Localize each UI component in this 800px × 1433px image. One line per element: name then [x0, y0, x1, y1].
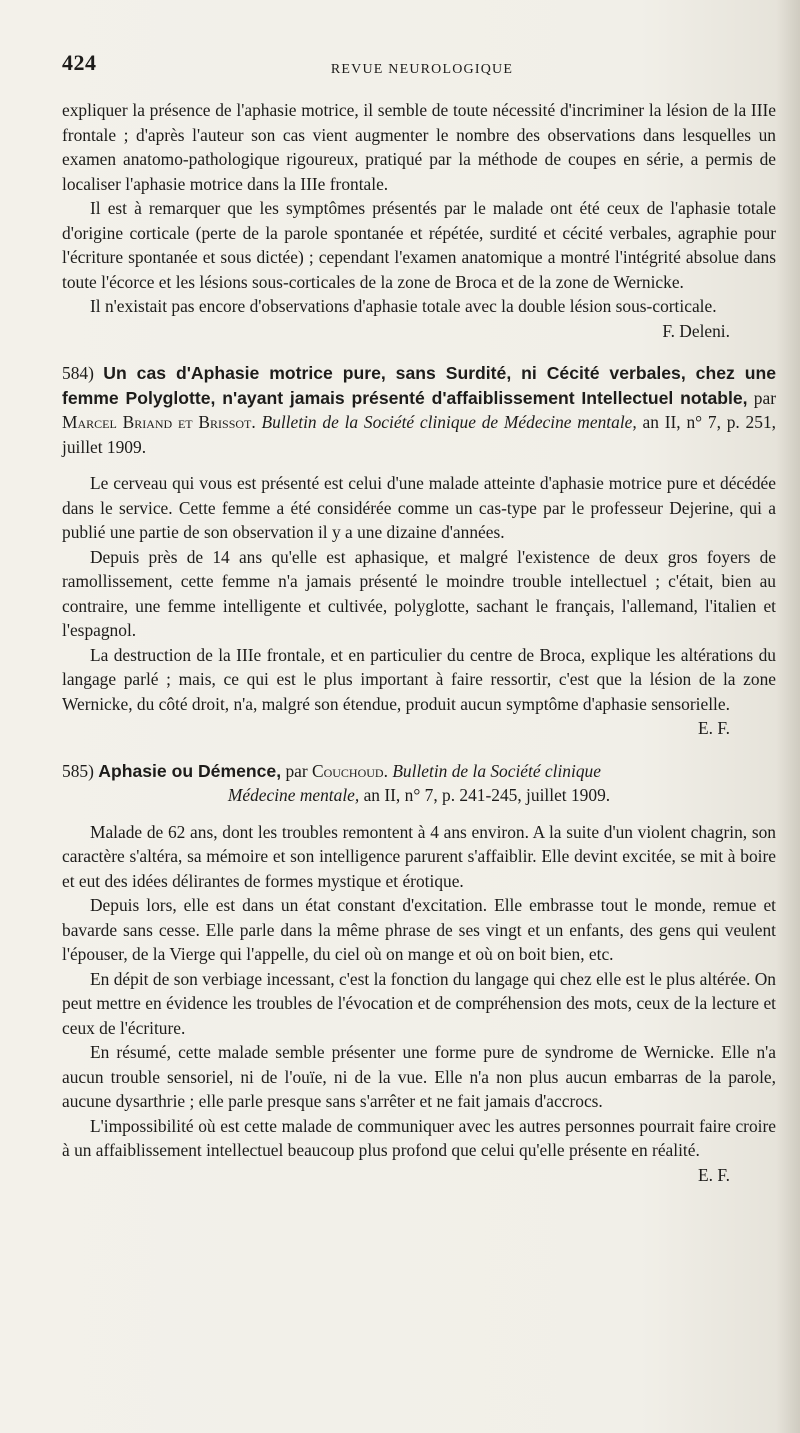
- page-number: 424: [62, 50, 97, 75]
- abstract-authors: Couchoud.: [312, 760, 388, 781]
- page-header: [62, 50, 782, 84]
- paragraph: Malade de 62 ans, dont les troubles remontent à 4 ans environ. A la suite d'un violent chagrin, son caractère s'altéra, sa mémoire et son intelligence parurent s'affaiblir. Elle devint excitée, se mit à boire et eut des idées délirantes de formes mystique et érotique.: [62, 821, 776, 891]
- running-title: REVUE NEUROLOGIQUE: [330, 62, 514, 77]
- author-signature: E. F.: [698, 718, 730, 738]
- paragraph: expliquer la présence de l'aphasie motrice, il semble de toute nécessité d'incriminer la lésion de la IIIe frontale ; d'après l'auteur son cas vient augmenter le nombre des observations dans lesquelles un examen anatomo-pathologique rigoureux, pratiqué par la méthode de coupes en série, a permis de localiser l'aphasie motrice dans la IIIe frontale.: [62, 100, 776, 194]
- by-text: par: [281, 760, 312, 781]
- by-text: par: [747, 387, 777, 408]
- abstract-number: 584): [62, 363, 94, 383]
- paragraph: L'impossibilité où est cette malade de communiquer avec les autres personnes pourrait faire croire à un affaiblissement intellectuel beaucoup plus profond que celui qu'elle présente en réalité.: [62, 1115, 776, 1160]
- author-signature: F. Deleni.: [662, 320, 730, 341]
- journal-name: Bulletin de la Société clinique de Médecine mentale,: [261, 412, 637, 432]
- paragraph: En résumé, cette malade semble présenter une forme pure de syndrome de Wernicke. Elle n'a aucun trouble sensoriel, ni de l'ouïe, ni de la vue. Elle n'a non plus aucun embarras de la parole, aucune dysarthrie ; elle parle presque sans s'arrêter et ne fait jamais d'accrocs.: [62, 1042, 776, 1111]
- abstract-title: Un cas d'Aphasie motrice pure, sans Surdité, ni Cécité verbales, chez une femme Polyglotte, n'ayant jamais présenté d'affaiblissement Intellectuel notable,: [62, 363, 776, 408]
- paragraph: Il est à remarquer que les symptômes présentés par le malade ont été ceux de l'aphasie totale d'origine corticale (perte de la parole spontanée et répétée, surdité et cécité verbales, agraphie pour l'écriture spontanée et sous dictée) ; cependant l'examen anatomique a montré l'intégrité absolue dans toute l'écorce et les lésions sous-corticales de la zone de Broca et de la zone de Wernicke.: [62, 198, 776, 292]
- paragraph: Le cerveau qui vous est présenté est celui d'une malade atteinte d'aphasie motrice pure et décédée dans le service. Cette femme a été considérée comme un cas-type par le professeur Dejerine, qui a publié une partie de son observation il y a une dizaine d'années.: [62, 473, 776, 542]
- abstract-title: Aphasie ou Démence,: [98, 760, 282, 781]
- paragraph: Depuis lors, elle est dans un état constant d'excitation. Elle embrasse tout le monde, remue et bavarde sans cesse. Elle parle dans la même phrase de ses vingt et un enfants, des gens qui veulent l'épouser, de la Vierge qui l'appelle, du ciel où on mange et où on boit bien, etc.: [62, 895, 776, 964]
- paragraph: La destruction de la IIIe frontale, et en particulier du centre de Broca, explique les altérations du langage parlé ; mais, ce qui est le plus important à faire ressortir, c'est que la lésion de la zone Wernicke, du côté droit, n'a, malgré son étendue, produit aucun symptôme d'aphasie sensorielle.: [62, 644, 776, 714]
- journal-name: Bulletin de la Société clinique: [392, 760, 601, 781]
- abstract-authors: Marcel Briand et Brissot.: [62, 412, 256, 432]
- abstract-number: 585): [62, 760, 94, 781]
- abstract-heading-585: [62, 759, 776, 784]
- abstract-heading-585-continued: [62, 783, 776, 808]
- journal-name-continued: Médecine mentale,: [227, 785, 360, 805]
- abstract-heading-584: [62, 361, 776, 459]
- paragraph: Depuis près de 14 ans qu'elle est aphasique, et malgré l'existence de deux gros foyers de ramollissement, cette femme n'a jamais présenté le moindre trouble intellectuel ; c'était, bien au contraire, une femme intelligente et cultivée, polyglotte, sachant le français, l'allemand, l'italien et l'espagnol.: [62, 546, 776, 640]
- paragraph: En dépit de son verbiage incessant, c'est la fonction du langage qui chez elle est le plus altérée. On peut mettre en évidence les troubles de l'évocation et de compréhension des mots, ceux de la lecture et ceux de l'écriture.: [62, 968, 776, 1038]
- author-signature: E. F.: [698, 1164, 730, 1185]
- page-body: [62, 98, 776, 1187]
- paragraph: Il n'existait pas encore d'observations d'aphasie totale avec la double lésion sous-corticale.: [90, 296, 717, 316]
- journal-reference: an II, n° 7, p. 251, juillet 1909.: [62, 412, 776, 457]
- journal-reference: an II, n° 7, p. 241-245, juillet 1909.: [359, 785, 611, 805]
